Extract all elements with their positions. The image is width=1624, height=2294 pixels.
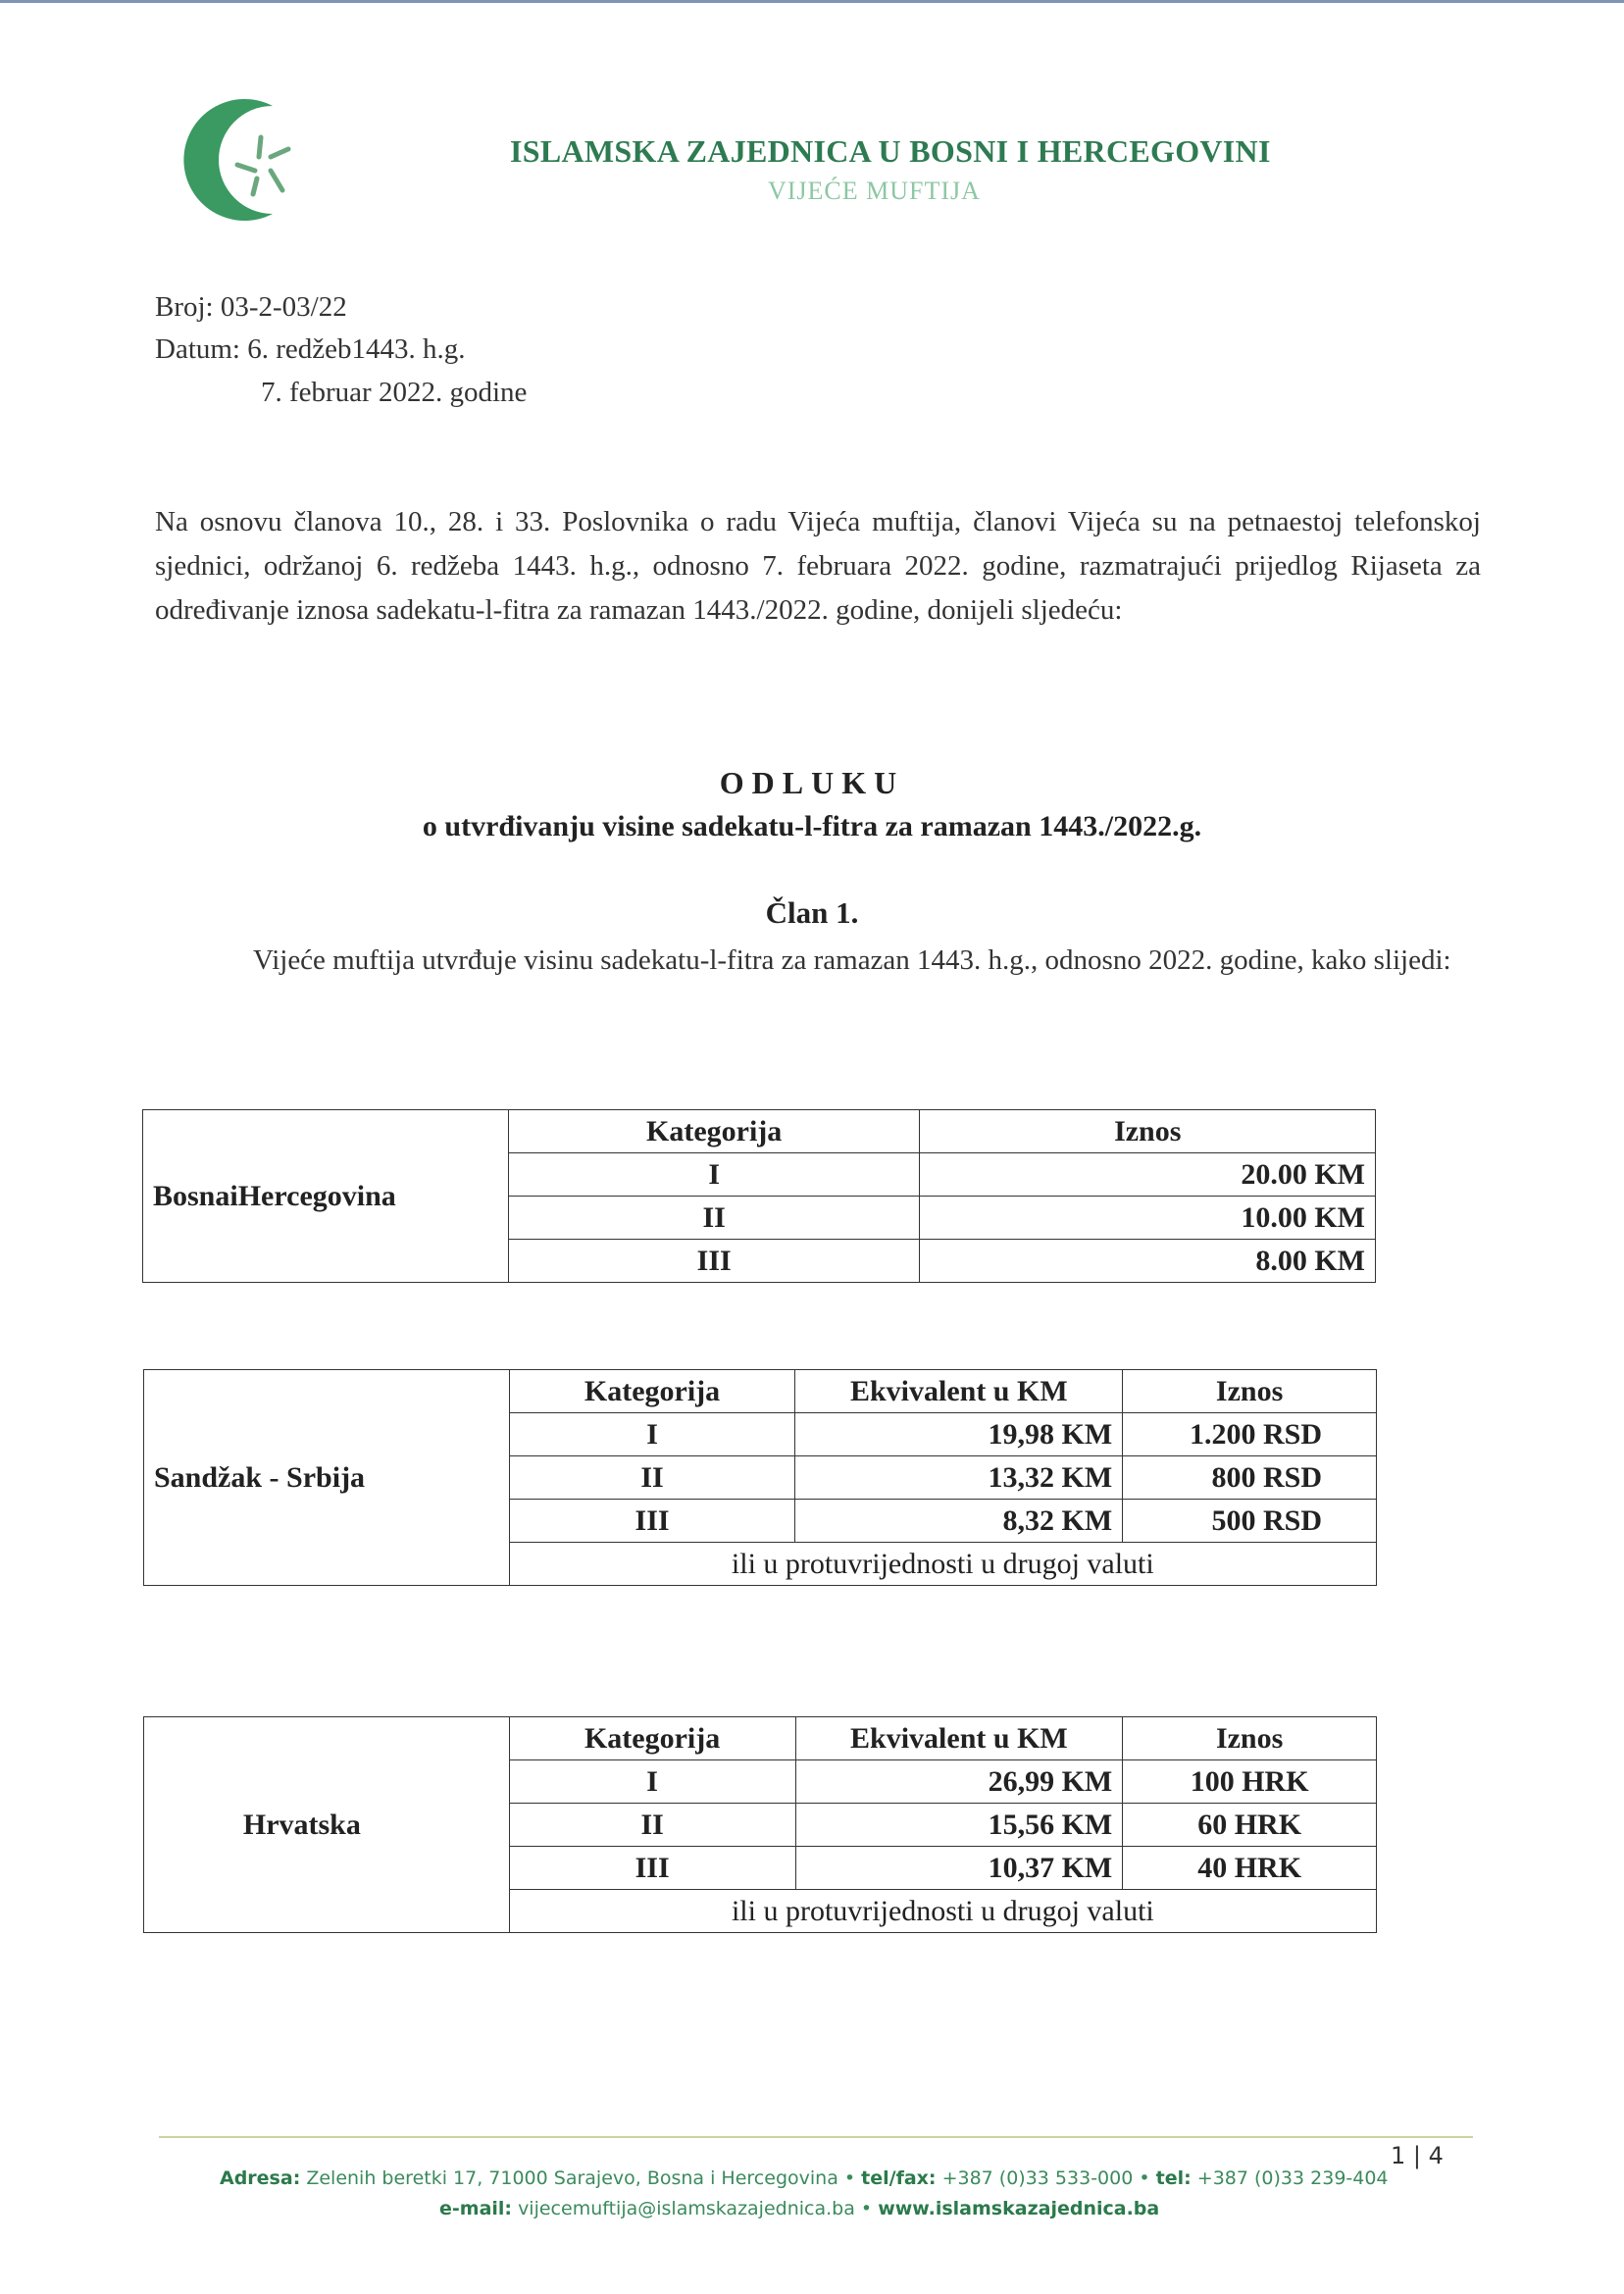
amount-cell: 40 HRK [1123,1847,1377,1890]
table-row [144,1370,1377,1413]
category-cell: III [508,1240,920,1283]
amount-cell: 10.00 KM [920,1197,1376,1240]
currency-note: ili u protuvrijednosti u drugoj valuti [509,1890,1376,1933]
page-number: 1 | 4 [1391,2142,1444,2169]
article-heading: Član 1. [765,895,859,930]
currency-note: ili u protuvrijednosti u drugoj valuti [509,1543,1376,1586]
region-label: Sandžak - Srbija [144,1370,510,1586]
table-bih [142,1109,1376,1283]
organization-name: ISLAMSKA ZAJEDNICA U BOSNI I HERCEGOVINI [510,133,1271,169]
document-date-hijri: Datum: 6. redžeb1443. h.g. [155,333,466,365]
region-label: BosnaiHercegovina [143,1110,509,1283]
separator: • [1139,2167,1150,2189]
column-header-equivalent: Ekvivalent u KM [795,1370,1123,1413]
equivalent-cell: 10,37 KM [795,1847,1123,1890]
category-cell: II [509,1804,795,1847]
equivalent-cell: 13,32 KM [795,1456,1123,1500]
document-number: Broj: 03-2-03/22 [155,291,347,323]
column-header-amount: Iznos [1123,1717,1377,1760]
category-cell: I [509,1760,795,1804]
column-header-amount: Iznos [920,1110,1376,1153]
region-label: Hrvatska [144,1717,510,1933]
column-header-category: Kategorija [509,1370,795,1413]
crescent-star-logo-icon [145,96,331,224]
website-link[interactable]: www.islamskazajednica.ba [878,2198,1160,2219]
amount-cell: 100 HRK [1123,1760,1377,1804]
column-header-amount: Iznos [1123,1370,1377,1413]
table-hrvatska [143,1716,1377,1933]
amount-cell: 20.00 KM [920,1153,1376,1197]
amount-cell: 60 HRK [1123,1804,1377,1847]
amount-cell: 8.00 KM [920,1240,1376,1283]
email-link[interactable]: vijecemuftija@islamskazajednica.ba [518,2198,855,2219]
equivalent-cell: 8,32 KM [795,1500,1123,1543]
category-cell: II [508,1197,920,1240]
telfax-label: tel/fax: [861,2167,937,2189]
table-row [143,1110,1376,1153]
column-header-category: Kategorija [509,1717,795,1760]
category-cell: II [509,1456,795,1500]
footer-divider [159,2136,1473,2138]
amount-cell: 1.200 RSD [1123,1413,1377,1456]
equivalent-cell: 19,98 KM [795,1413,1123,1456]
telfax-text: +387 (0)33 533-000 [941,2167,1134,2189]
column-header-category: Kategorija [508,1110,920,1153]
footer-address [220,2167,1389,2189]
category-cell: III [509,1847,795,1890]
column-header-equivalent: Ekvivalent u KM [795,1717,1123,1760]
footer-contact [439,2198,1159,2219]
article-text: Vijeće muftija utvrđuje visinu sadekatu-l-fitra za ramazan 1443. h.g., odnosno 2022. godine, kako slijedi: [253,944,1451,976]
email-label: e-mail: [439,2198,513,2219]
organization-subtitle: VIJEĆE MUFTIJA [768,177,981,205]
equivalent-cell: 15,56 KM [795,1804,1123,1847]
category-cell: I [509,1413,795,1456]
address-text: Zelenih beretki 17, 71000 Sarajevo, Bosna i Hercegovina [306,2167,838,2189]
amount-cell: 800 RSD [1123,1456,1377,1500]
table-row [144,1717,1377,1760]
category-cell: I [508,1153,920,1197]
decision-title: ODLUKU [719,765,905,800]
equivalent-cell: 26,99 KM [795,1760,1123,1804]
separator: • [860,2198,873,2219]
decision-subtitle: o utvrđivanju visine sadekatu-l-fitra za ramazan 1443./2022.g. [422,810,1202,842]
intro-paragraph: Na osnovu članova 10., 28. i 33. Poslovnika o radu Vijeća muftija, članovi Vijeća su na petnaestoj telefonskoj sjednici, održanoj 6. redžeba 1443. h.g., odnosno 7. februara 2022. godine, razmatrajući prijedlog Rijaseta za određivanje iznosa sadekatu-l-fitra za ramazan 1443./2022. godine, donijeli sljedeću: [155,506,1481,626]
category-cell: III [509,1500,795,1543]
amount-cell: 500 RSD [1123,1500,1377,1543]
tel-label: tel: [1155,2167,1192,2189]
separator: • [843,2167,856,2189]
tel-text: +387 (0)33 239-404 [1196,2167,1389,2189]
address-label: Adresa: [220,2167,301,2189]
table-sandzak [143,1369,1377,1586]
top-border [0,0,1624,3]
document-date-gregorian: 7. februar 2022. godine [261,377,528,408]
